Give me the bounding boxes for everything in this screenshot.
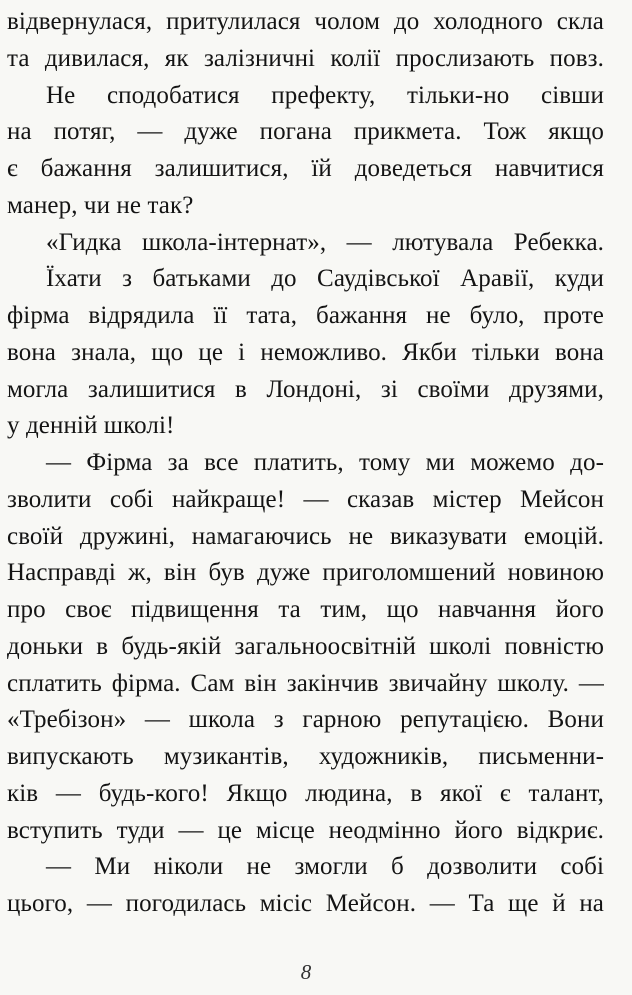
text-line: є бажання залишитися, їй доведеться навчитися xyxy=(7,155,604,182)
text-line: доньки в будь-якій загальноосвітній школі повністю xyxy=(7,632,604,660)
text-line: цього, — погодилась місіс Мейсон. — Та ще й на xyxy=(7,890,604,917)
text-line: зволити собі найкраще! — сказав містер Мейсон xyxy=(7,485,604,513)
text-line: манер, чи не так? xyxy=(7,191,194,219)
text-line: ків — будь-кого! Якщо людина, в якої є талант, xyxy=(7,779,604,807)
text-line: сплатить фірма. Сам він закінчив звичайну школу. — xyxy=(7,669,604,697)
text-line: вона знала, що це і неможливо. Якби тільки вона xyxy=(7,338,604,366)
body-text xyxy=(7,4,604,923)
text-line: відвернулася, притулилася чолом до холодного скла xyxy=(7,8,604,35)
text-line: вступить туди — це місце неодмінно його відкриє. xyxy=(7,816,604,844)
text-line: Насправді ж, він був дуже приголомшений новиною xyxy=(7,559,604,587)
text-line: — Фірма за все платить, тому ми можемо до- xyxy=(46,449,604,476)
text-line: випускають музикантів, художників, письменни- xyxy=(7,743,604,770)
text-line: фірма відрядила її тата, бажання не було, проте xyxy=(7,302,604,329)
page-number: 8 xyxy=(300,960,312,984)
text-line: у денній школі! xyxy=(7,412,175,440)
text-line: Їхати з батьками до Саудівської Аравії, куди xyxy=(46,265,604,293)
text-line: «Гидка школа-інтернат», — лютувала Ребекка. xyxy=(46,228,604,256)
text-line: та дивилася, як залізничні колії прослизають повз. xyxy=(7,44,604,72)
text-line: про своє підвищення та тим, що навчання його xyxy=(7,596,604,623)
text-line: «Требізон» — школа з гарною репутацією. Вони xyxy=(7,706,604,734)
text-line: могла залишитися в Лондоні, зі своїми друзями, xyxy=(7,375,604,403)
text-line: — Ми ніколи не змогли б дозволити собі xyxy=(46,853,604,881)
text-line: своїй дружині, намагаючись не виказувати емоцій. xyxy=(7,522,604,550)
text-line: Не сподобатися префекту, тільки-но сівши xyxy=(46,81,604,109)
text-line: на потяг, — дуже погана прикмета. Тож якщо xyxy=(7,118,604,146)
